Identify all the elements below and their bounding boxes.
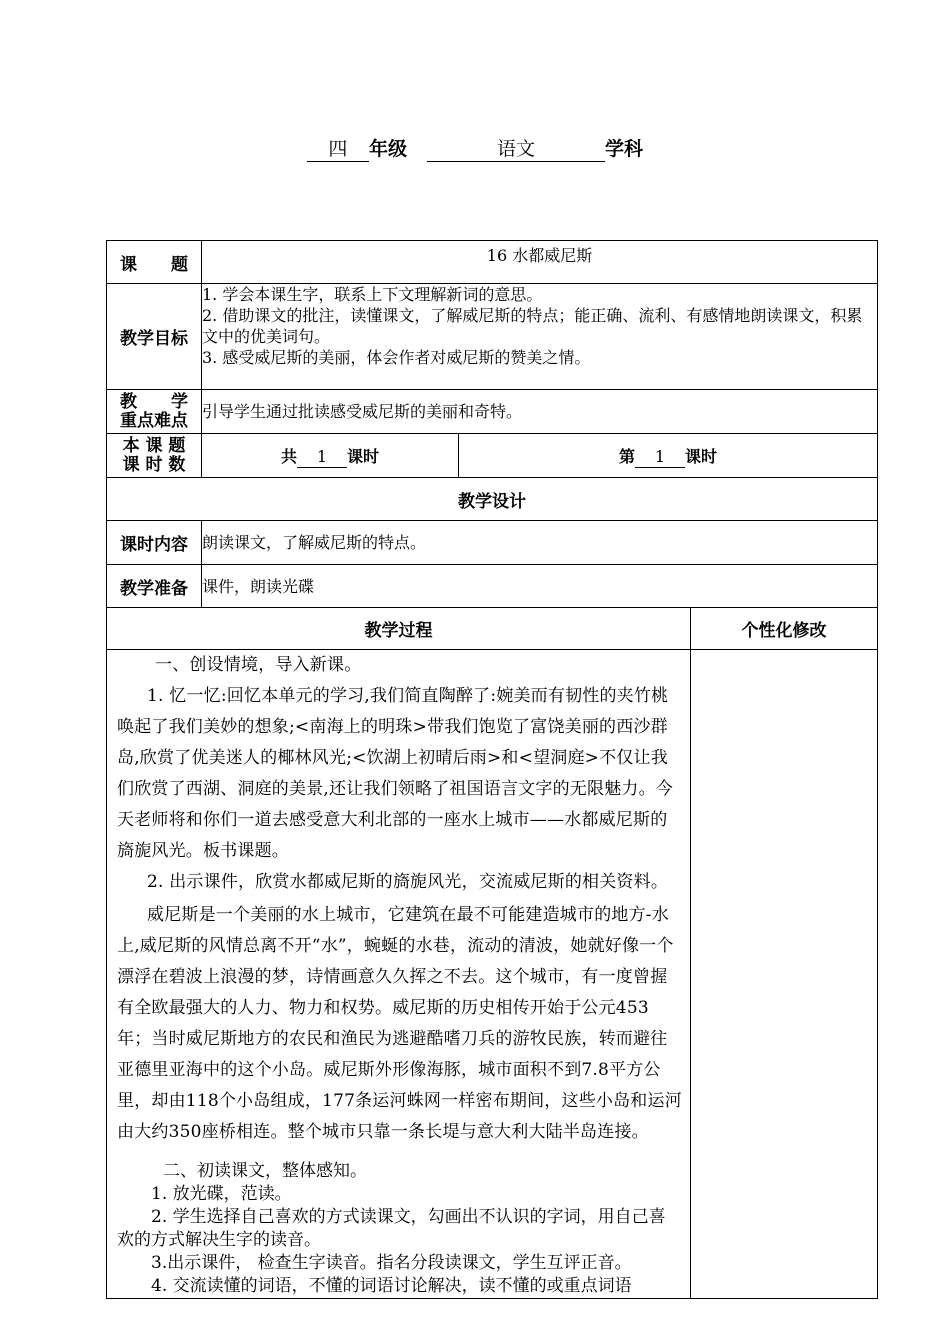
- goal-item: 2. 借助课文的批注，读懂课文，了解威尼斯的特点；能正确、流利、有感情地朗读课文，积累文中的优美词句。: [202, 306, 863, 346]
- grade-value: 四: [307, 137, 369, 162]
- process-paragraph: 2. 学生选择自己喜欢的方式读课文，勾画出不认识的字词，用自己喜欢的方式解决生字的读音。: [117, 1207, 666, 1250]
- total-suffix: 课时: [347, 446, 380, 466]
- process-paragraph: 4. 交流读懂的词语，不懂的词语讨论解决，读不懂的或重点词语: [151, 1276, 632, 1296]
- page-header: [0, 134, 950, 162]
- current-prefix: 第: [618, 446, 635, 466]
- process-paragraph: 2. 出示课件，欣赏水都威尼斯的旖旎风光，交流威尼斯的相关资料。: [147, 872, 669, 892]
- subject-label: 学科: [605, 138, 644, 160]
- topic-value: 16 水都威尼斯: [202, 241, 878, 284]
- modify-header: 个性化修改: [691, 608, 878, 650]
- key-points-label: [107, 390, 202, 434]
- process-part1: [107, 650, 690, 1148]
- lesson-plan-table: [106, 240, 878, 1299]
- key-points-label-line1: 教 学: [120, 391, 188, 412]
- grade-label: 年级: [368, 138, 407, 160]
- goal-item: 3. 感受威尼斯的美丽，体会作者对威尼斯的赞美之情。: [202, 348, 591, 367]
- process-paragraph: 1. 忆一忆:回忆本单元的学习,我们简直陶醉了:婉美而有韧性的夹竹桃唤起了我们美妙的想象;<南海上的明珠>带我们饱览了富饶美丽的西沙群岛,欣赏了优美迷人的椰林风光;<饮湖上初晴后雨>和<望洞庭>不仅让我们欣赏了西湖、洞庭的美景,还让我们领略了祖国语言文字的无限魅力。今天老师将和你们一道去感受意大利北部的一座水上城市——水都威尼斯的旖旎风光。板书课题。: [117, 686, 674, 861]
- key-points-value: 引导学生通过批读感受威尼斯的美丽和奇特。: [202, 390, 878, 434]
- prep-value: 课件，朗读光碟: [202, 565, 878, 608]
- content-row: [107, 521, 878, 565]
- process-row: [107, 650, 878, 1299]
- process-paragraph: 威尼斯是一个美丽的水上城市，它建筑在最不可能建造城市的地方-水上,威尼斯的风情总离不开“水”，蜿蜒的水巷，流动的清波，她就好像一个漂浮在碧波上浪漫的梦，诗情画意久久挥之不去。这个城市，有一度曾握有全欧最强大的人力、物力和权势。威尼斯的历史相传开始于公元453年；当时威尼斯地方的农民和渔民为逃避酷嗜刀兵的游牧民族，转而避往亚德里亚海中的这个小岛。威尼斯外形像海豚，城市面积不到7.8平方公里，却由118个小岛组成，177条运河蛛网一样密布期间，这些小岛和运河由大约350座桥相连。整个城市只靠一条长堤与意大利大陆半岛连接。: [117, 905, 682, 1142]
- process-part2: [107, 1148, 690, 1298]
- total-prefix: 共: [280, 446, 297, 466]
- prep-row: [107, 565, 878, 608]
- content-value: 朗读课文，了解威尼斯的特点。: [202, 521, 878, 565]
- design-title: 教学设计: [107, 478, 878, 521]
- goals-label: 教学目标: [107, 284, 202, 390]
- key-points-label-line2: 重点难点: [120, 410, 188, 431]
- process-header-row: [107, 608, 878, 650]
- current-hour: [459, 434, 878, 478]
- subject-value: 语文: [427, 137, 605, 162]
- process-paragraph: 1. 放光碟，范读。: [151, 1184, 292, 1204]
- goals-list: [202, 284, 878, 390]
- process-paragraph: 一、创设情境，导入新课。: [155, 655, 362, 675]
- key-points-row: [107, 390, 878, 434]
- modify-body: [691, 650, 878, 1299]
- process-body: [107, 650, 691, 1299]
- process-paragraph: 二、初读课文，整体感知。: [163, 1161, 367, 1181]
- current-value: 1: [635, 447, 685, 468]
- topic-label: 课 题: [107, 241, 202, 284]
- goals-row: [107, 284, 878, 390]
- content-label: 课时内容: [107, 521, 202, 565]
- goal-item: 1. 学会本课生字，联系上下文理解新词的意思。: [202, 285, 543, 304]
- hours-row: [107, 434, 878, 478]
- design-title-row: [107, 478, 878, 521]
- total-hours: [202, 434, 459, 478]
- process-paragraph: 3.出示课件， 检查生字读音。指名分段读课文，学生互评正音。: [151, 1253, 632, 1273]
- current-suffix: 课时: [685, 446, 718, 466]
- hours-label-line2: 课 时 数: [122, 454, 186, 475]
- prep-label: 教学准备: [107, 565, 202, 608]
- hours-label: [107, 434, 202, 478]
- hours-label-line1: 本 课 题: [122, 435, 186, 456]
- process-header: 教学过程: [107, 608, 691, 650]
- topic-row: [107, 241, 878, 284]
- total-value: 1: [297, 447, 347, 468]
